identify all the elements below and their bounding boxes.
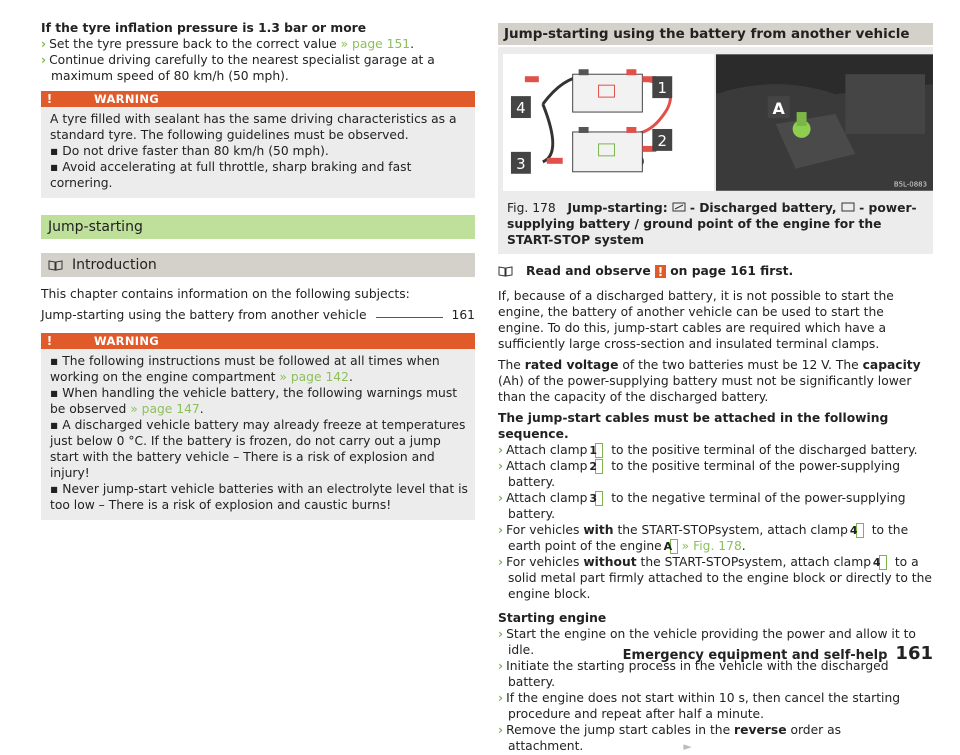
left-column xyxy=(41,0,475,520)
label-1: 1 xyxy=(657,79,668,98)
toc-entry[interactable]: Jump-starting using the battery from another vehicle 161 xyxy=(41,308,475,322)
label-3: 3 xyxy=(516,154,526,173)
page-link[interactable]: » page 151 xyxy=(340,37,411,51)
warning-icon: ! xyxy=(41,333,58,349)
clamp-label: 1 xyxy=(595,443,603,458)
right-column xyxy=(498,0,933,755)
clamp-label: 2 xyxy=(595,459,603,474)
label-2: 2 xyxy=(657,131,668,150)
warning-box-sealant xyxy=(41,91,475,198)
page-footer xyxy=(623,643,933,664)
power-battery-icon xyxy=(841,202,855,212)
warning-icon: ! xyxy=(655,265,666,278)
list-item: › Remove the jump start cables in the reverse order as attachment. ► xyxy=(498,723,842,753)
figure-caption: Fig. 178 Jump-starting: - Discharged battery, - power-supplying battery / ground point of the engine for the START-STOP system xyxy=(507,201,917,247)
introduction-heading: Introduction xyxy=(41,253,475,277)
clamp-label: A xyxy=(670,539,678,554)
warning-bullet: ▪ When handling the vehicle battery, the following warnings must be observed » page 147. xyxy=(50,386,458,416)
list-item: › Attach clamp 3 to the negative terminal of the power-supplying battery. xyxy=(498,491,906,521)
engine-photo xyxy=(716,54,933,191)
warning-bullet: ▪ A discharged vehicle battery may already freeze at temperatures just below 0 °C. If the battery is frozen, do not carry out a jump start with the battery vehicle – There is a risk of explosion and injury! xyxy=(50,418,466,480)
book-icon xyxy=(498,266,513,277)
list-item: › Attach clamp 2 to the positive terminal of the power-supplying battery. xyxy=(498,459,901,489)
list-item: › Set the tyre pressure back to the correct value » page 151. xyxy=(41,37,415,51)
list-item: › For vehicles with the START-STOPsystem, attach clamp 4 to the earth point of the engine A » Fig. 178. xyxy=(498,523,909,553)
section-title: Jump-starting xyxy=(41,215,475,239)
warning-bullet: ▪ Avoid accelerating at full throttle, sharp braking and fast cornering. xyxy=(50,160,412,190)
book-icon xyxy=(48,260,63,271)
clamp-label: 4 xyxy=(856,523,864,538)
chapter-intro: This chapter contains information on the following subjects: xyxy=(41,287,410,301)
page-link[interactable]: » page 142 xyxy=(279,370,349,384)
warning-box-jumpstart xyxy=(41,333,475,520)
tyre-pressure-heading: If the tyre inflation pressure is 1.3 bar or more xyxy=(41,21,367,35)
clamp-label: 4 xyxy=(879,555,887,570)
warning-bullet: ▪ Never jump-start vehicle batteries with an electrolyte level that is too low – There is a risk of explosion and caustic burns! xyxy=(50,482,468,512)
warning-text: A tyre filled with sealant has the same driving characteristics as a standard tyre. The following guidelines must be observed. xyxy=(50,112,457,142)
section-heading: Jump-starting using the battery from another vehicle xyxy=(498,23,933,45)
list-item: › Continue driving carefully to the nearest specialist garage at a maximum speed of 80 km/h (50 mph). xyxy=(41,53,435,83)
list-item: › Start the engine on the vehicle providing the power and allow it to idle. xyxy=(498,627,916,657)
warning-icon: ! xyxy=(41,91,58,107)
page-link[interactable]: » page 147 xyxy=(130,402,200,416)
warning-label: WARNING xyxy=(58,91,475,107)
clamp-label: 3 xyxy=(595,491,603,506)
label-A: A xyxy=(772,99,785,119)
figure-code: B5L-0883 xyxy=(893,180,928,189)
read-observe-note: Read and observe ! on page 161 first. xyxy=(498,263,933,279)
sequence-heading: The jump-start cables must be attached in the following sequence. xyxy=(498,411,889,441)
list-item: › Initiate the starting process in the vehicle with the discharged battery. xyxy=(498,659,889,689)
figure-178 xyxy=(498,47,933,254)
warning-label: WARNING xyxy=(58,333,475,349)
warning-bullet: ▪ The following instructions must be followed at all times when working on the engine compartment » page 142. xyxy=(50,354,440,384)
starting-engine-heading: Starting engine xyxy=(498,611,607,625)
list-item: › If the engine does not start within 10 s, then cancel the starting procedure and repeat after half a minute. xyxy=(498,691,901,721)
discharged-battery-icon xyxy=(672,202,686,212)
warning-bullet: ▪ Do not drive faster than 80 km/h (50 mph). xyxy=(50,144,329,158)
list-item: › Attach clamp 1 to the positive terminal of the discharged battery. xyxy=(498,443,918,457)
footer-title: Emergency equipment and self-help xyxy=(622,648,888,663)
list-item: › For vehicles without the START-STOPsystem, attach clamp 4 to a solid metal part firmly attached to the engine block or directly to the engine block. xyxy=(498,555,932,601)
paragraph: The rated voltage of the two batteries must be 12 V. The capacity (Ah) of the power-supplying battery must not be significantly lower than the capacity of the discharged battery. xyxy=(498,358,921,404)
page-number: 161 xyxy=(895,643,933,664)
continue-triangle-icon: ► xyxy=(683,740,692,753)
paragraph: If, because of a discharged battery, it is not possible to start the engine, the battery of another vehicle can be used to start the engine. To do this, jump-start cables are required which have a sufficiently large cross-section and insulated terminal clamps. xyxy=(498,289,894,351)
jump-start-diagram xyxy=(503,54,714,191)
label-4: 4 xyxy=(516,99,526,118)
figure-link[interactable]: » Fig. 178 xyxy=(681,539,742,553)
